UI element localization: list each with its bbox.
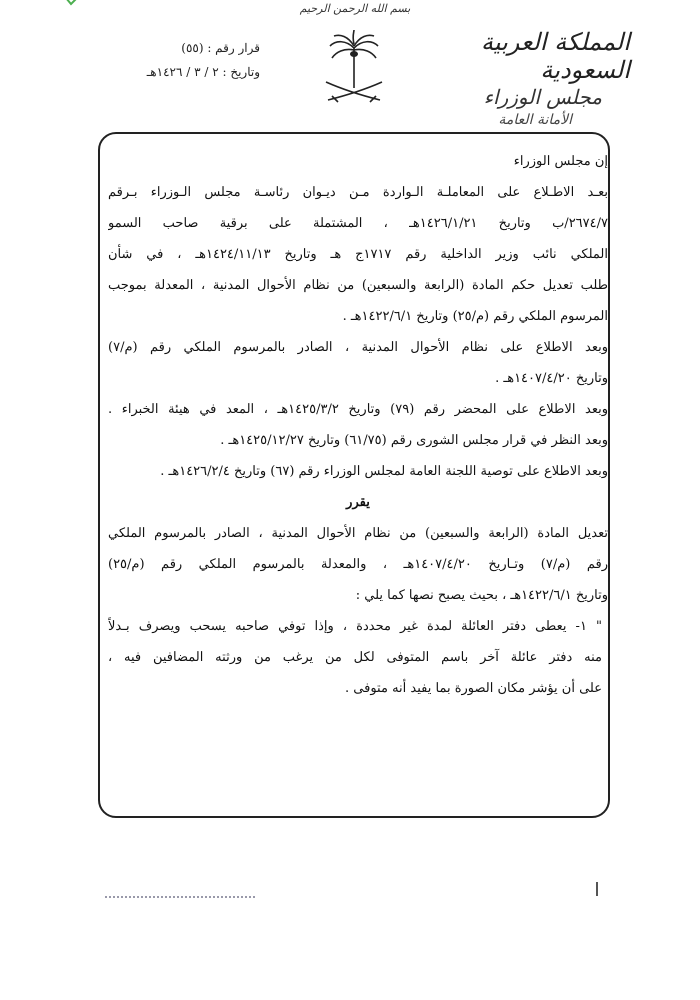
decision-number: قرار رقم : (٥٥) <box>181 41 260 55</box>
article-item: " ١- يعطى دفتر العائلة لمدة غير محددة ، وإذا توفي صاحبه يسحب ويصرف بـدلاً <box>108 619 602 634</box>
text-line: وبعد الاطلاع على المحضر رقم (٧٩) وتاريخ ١٤٢٥/٣/٢هـ ، المعد في هيئة الخبراء . <box>108 402 608 417</box>
text-line: تعديل المادة (الرابعة والسبعين) من نظام الأحوال المدنية ، الصادر بالمرسوم الملكي <box>108 526 608 541</box>
check-mark-icon <box>64 0 80 6</box>
kingdom-name: المملكة العربية السعودية <box>480 28 630 84</box>
text-line: وبعد النظر في قرار مجلس الشورى رقم (٦١/٧٥) وتاريخ ١٤٢٥/١٢/٢٧هـ . <box>220 433 608 448</box>
text-line: طلب تعديل حكم المادة (الرابعة والسبعين) من نظام الأحوال المدنية ، المعدلة بموجب <box>108 278 608 293</box>
decision-meta <box>100 36 260 84</box>
article-item: على أن يؤشر مكان الصورة بما يفيد أنه متوفى . <box>345 681 602 696</box>
government-letterhead <box>440 28 630 130</box>
text-line: ٢٦٧٤/٧/ب وتاريخ ١٤٢٦/١/٢١هـ ، المشتملة على برقية صاحب السمو <box>108 216 608 231</box>
opening-line: إن مجلس الوزراء <box>513 154 608 169</box>
decision-body <box>108 146 608 704</box>
decides-heading: يقرر <box>346 495 370 510</box>
text-line: وتاريخ ١٤٠٧/٤/٢٠هـ . <box>495 371 608 386</box>
text-line: بعـد الاطـلاع على المعاملـة الـواردة مـن ديـوان رئاسـة مجلس الـوزراء بـرقم <box>108 185 608 200</box>
council-name: مجلس الوزراء <box>483 85 602 109</box>
secretariat-name: الأمانة العامة <box>498 112 572 128</box>
text-line: الملكي نائب وزير الداخلية رقم ١٧١٧ج هـ وتاريخ ١٤٢٤/١١/١٣هـ ، في شأن <box>108 247 608 262</box>
text-line: وتاريخ ١٤٢٢/٦/١هـ ، بحيث يصبح نصها كما يلي : <box>355 588 608 603</box>
text-line: رقم (م/٧) وتـاريخ ١٤٠٧/٤/٢٠هـ ، والمعدلة بالمرسوم الملكي رقم (م/٢٥) <box>108 557 608 572</box>
basmala: بسم الله الرحمن الرحيم <box>299 2 411 15</box>
decision-date: وتاريخ : ٢ / ٣ / ١٤٢٦هـ <box>146 65 260 79</box>
scan-artifact <box>105 886 255 898</box>
text-line: وبعد الاطلاع على نظام الأحوال المدنية ، الصادر بالمرسوم الملكي رقم (م/٧) <box>108 340 608 355</box>
saudi-emblem-icon <box>322 30 386 114</box>
text-line: المرسوم الملكي رقم (م/٢٥) وتاريخ ١٤٢٢/٦/١هـ . <box>342 309 608 324</box>
article-item: منه دفتر عائلة آخر باسم المتوفى لكل من يرغب من ورثته المضافين فيه ، <box>108 650 602 665</box>
text-line: وبعد الاطلاع على توصية اللجنة العامة لمجلس الوزراء رقم (٦٧) وتاريخ ١٤٢٦/٢/٤هـ . <box>160 464 608 479</box>
scan-artifact <box>596 882 598 896</box>
